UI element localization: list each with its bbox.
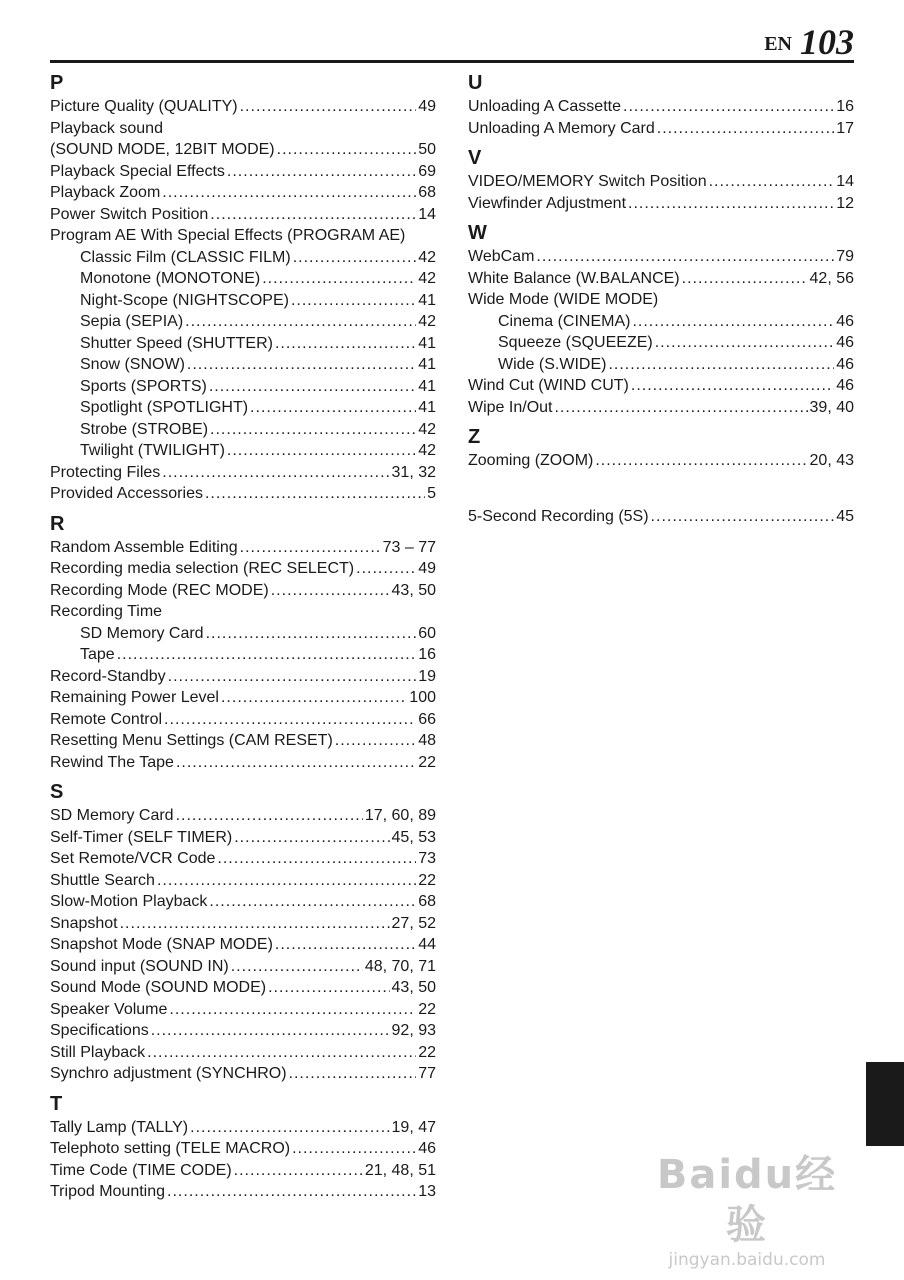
entry-label: White Balance (W.BALANCE) [468, 269, 680, 287]
dot-leader [190, 1117, 389, 1139]
entry-page: 92, 93 [391, 1022, 436, 1039]
index-entry [50, 999, 436, 1021]
entry-page: 73 – 77 [382, 538, 436, 556]
dot-leader [167, 1181, 416, 1203]
entry-label: Spotlight (SPOTLIGHT) [80, 399, 249, 416]
entry-label: Tally Lamp (TALLY) [50, 1118, 189, 1136]
entry-label: Picture Quality (QUALITY) [50, 98, 238, 115]
entry-label: Remaining Power Level [50, 689, 219, 706]
entry-label: Twilight (TWILIGHT) [80, 442, 225, 459]
watermark-url: jingyan.baidu.com [668, 1250, 826, 1270]
index-heading: Program AE With Special Effects (PROGRAM AE) [50, 227, 406, 244]
entry-label: WebCam [468, 248, 535, 265]
dot-leader [210, 419, 416, 441]
index-entry [50, 752, 436, 774]
index-section [468, 424, 854, 472]
entry-label: Still Playback [50, 1043, 146, 1061]
section-letter: P [50, 72, 64, 94]
index-entry [50, 483, 436, 505]
index-entry [50, 1181, 436, 1203]
dot-leader [632, 311, 834, 333]
page-header [50, 18, 854, 63]
dot-leader [231, 956, 363, 978]
dot-leader [168, 666, 417, 688]
entry-page: 22 [418, 1043, 436, 1061]
entry-label: Snapshot [50, 914, 118, 932]
index-entry [50, 913, 436, 935]
dot-leader [206, 623, 417, 645]
entry-page: 42 [418, 442, 436, 459]
entry-page: 44 [418, 936, 436, 953]
entry-page: 42 [418, 420, 436, 438]
index-entry [50, 397, 436, 419]
dot-leader [169, 999, 416, 1021]
entry-page: 77 [418, 1065, 436, 1082]
entry-page: 42, 56 [809, 269, 854, 287]
dot-leader [185, 311, 416, 333]
index-entry [50, 290, 436, 312]
entry-label: Shuttle Search [50, 871, 155, 889]
entry-page: 50 [418, 141, 436, 158]
entry-page: 41 [418, 334, 436, 352]
watermark-logo: Baidu经验 [656, 1152, 838, 1248]
dot-leader [240, 96, 417, 118]
entry-label: Shutter Speed (SHUTTER) [80, 334, 273, 352]
dot-leader [275, 934, 416, 956]
dot-leader [271, 580, 390, 602]
index-entry [50, 1117, 436, 1139]
entry-label: Synchro adjustment (SYNCHRO) [50, 1065, 287, 1082]
index-section [50, 511, 436, 774]
index-entry [50, 827, 436, 849]
dot-leader [289, 1063, 417, 1085]
language-label: EN [764, 33, 792, 55]
dot-leader [293, 247, 417, 269]
index-entry [50, 644, 436, 666]
dot-leader [210, 204, 416, 226]
index-entry [468, 171, 854, 193]
index-entry [50, 558, 436, 580]
index-entry [50, 1063, 436, 1085]
index-entry [50, 977, 436, 999]
index-entry [50, 870, 436, 892]
section-letter: W [468, 222, 487, 244]
dot-leader [291, 290, 416, 312]
dot-leader [623, 96, 834, 118]
index-entry [50, 1042, 436, 1064]
entry-page: 48 [418, 732, 436, 749]
dot-leader [554, 397, 807, 419]
section-letter: U [468, 72, 483, 94]
watermark [642, 1150, 852, 1270]
dot-leader [628, 193, 834, 215]
index-entry [50, 956, 436, 978]
entry-label: Playback Special Effects [50, 162, 225, 180]
entry-label: Sound Mode (SOUND MODE) [50, 979, 267, 996]
dot-leader [176, 752, 416, 774]
dot-leader [682, 268, 808, 290]
entry-label: Viewfinder Adjustment [468, 194, 627, 212]
dot-leader [657, 118, 834, 140]
entry-page: 41 [418, 291, 436, 309]
entry-page: 45 [836, 507, 854, 525]
dot-leader [221, 687, 407, 709]
entry-label: Classic Film (CLASSIC FILM) [80, 248, 291, 266]
index-entry [50, 1020, 436, 1042]
entry-page: 46 [836, 377, 854, 394]
index-entry [50, 462, 436, 484]
dot-leader [651, 506, 835, 528]
entry-label: Sound input (SOUND IN) [50, 957, 229, 975]
index-entry [50, 580, 436, 602]
entry-page: 22 [418, 1000, 436, 1018]
index-entry [50, 419, 436, 441]
dot-leader [187, 354, 416, 376]
entry-page: 68 [418, 184, 436, 201]
entry-label: Telephoto setting (TELE MACRO) [50, 1140, 291, 1157]
index-heading: Wide Mode (WIDE MODE) [468, 291, 659, 308]
index-entry [468, 246, 854, 268]
dot-leader [292, 1138, 416, 1160]
entry-page: 46 [418, 1140, 436, 1157]
index-section [468, 220, 854, 418]
entry-page: 22 [418, 871, 436, 889]
dot-leader [209, 891, 416, 913]
index-entry [50, 376, 436, 398]
index-entry [50, 537, 436, 559]
index-entry [468, 450, 854, 472]
index-entry [50, 848, 436, 870]
index-entry [50, 623, 436, 645]
dot-leader [205, 483, 425, 505]
entry-label: SD Memory Card [80, 624, 204, 642]
entry-page: 46 [836, 355, 854, 373]
entry-label: Night-Scope (NIGHTSCOPE) [80, 291, 289, 309]
entry-label: Resetting Menu Settings (CAM RESET) [50, 732, 333, 749]
dot-leader [147, 1042, 416, 1064]
entry-page: 39, 40 [809, 398, 854, 416]
index-column-left [50, 70, 436, 1209]
index-entry [50, 354, 436, 376]
dot-leader [608, 354, 834, 376]
entry-page: 42 [418, 248, 436, 266]
dot-leader [234, 827, 389, 849]
index-entry [50, 311, 436, 333]
dot-leader [631, 375, 834, 397]
entry-page: 17, 60, 89 [364, 807, 436, 824]
entry-page: 42 [418, 313, 436, 330]
dot-leader [262, 268, 416, 290]
dot-leader [234, 1160, 363, 1182]
dot-leader [275, 333, 416, 355]
entry-label: Wide (S.WIDE) [498, 355, 607, 373]
entry-page: 49 [418, 560, 436, 577]
entry-label: Random Assemble Editing [50, 538, 238, 556]
dot-leader [164, 709, 416, 731]
entry-page: 19 [418, 667, 436, 685]
dot-leader [227, 440, 416, 462]
index-entry [50, 161, 436, 183]
dot-leader [709, 171, 835, 193]
entry-page: 14 [418, 205, 436, 223]
section-spacer [468, 478, 854, 506]
entry-page: 16 [836, 98, 854, 115]
entry-label: Wind Cut (WIND CUT) [468, 377, 629, 394]
entry-label: Sports (SPORTS) [80, 377, 207, 395]
entry-page: 43, 50 [391, 581, 436, 599]
entry-page: 17 [836, 119, 854, 137]
entry-page: 100 [409, 689, 436, 706]
entry-label: Unloading A Memory Card [468, 119, 655, 137]
entry-label: Zooming (ZOOM) [468, 452, 594, 469]
dot-leader [120, 913, 390, 935]
index-entry [468, 118, 854, 140]
entry-label: Record-Standby [50, 667, 166, 685]
entry-page: 21, 48, 51 [364, 1161, 436, 1179]
entry-page: 79 [836, 248, 854, 265]
entry-page: 27, 52 [391, 914, 436, 932]
section-letter: Z [468, 426, 481, 448]
dot-leader [536, 246, 834, 268]
dot-leader [356, 558, 416, 580]
index-entry [50, 687, 436, 709]
index-entry [50, 666, 436, 688]
entry-label: Tripod Mounting [50, 1183, 166, 1200]
entry-page: 12 [836, 194, 854, 212]
section-letter: T [50, 1092, 63, 1115]
dot-leader [268, 977, 389, 999]
index-section [50, 1091, 436, 1203]
dot-leader [595, 450, 807, 472]
index-heading: Recording Time [50, 603, 163, 620]
dot-leader [151, 1020, 390, 1042]
dot-leader [162, 182, 416, 204]
dot-leader [277, 139, 417, 161]
entry-label: Recording Mode (REC MODE) [50, 581, 269, 599]
entry-label: Slow-Motion Playback [50, 893, 208, 910]
entry-label: Self-Timer (SELF TIMER) [50, 828, 233, 846]
index-section [468, 70, 854, 139]
index-entry [468, 311, 854, 333]
entry-page: 41 [418, 399, 436, 416]
entry-page: 5 [427, 485, 436, 502]
entry-page: 49 [418, 98, 436, 115]
dot-leader [117, 644, 417, 666]
index-entry [50, 96, 436, 118]
index-section [50, 779, 436, 1085]
index-entry [50, 247, 436, 269]
entry-page: 68 [418, 893, 436, 910]
entry-page: 60 [418, 624, 436, 642]
entry-page: 48, 70, 71 [364, 957, 436, 975]
entry-label: VIDEO/MEMORY Switch Position [468, 173, 707, 190]
section-letter: R [50, 512, 65, 535]
entry-label: Protecting Files [50, 463, 161, 481]
entry-label: Recording media selection (REC SELECT) [50, 560, 355, 577]
index-entry [50, 139, 436, 161]
entry-page: 41 [418, 377, 436, 395]
page-number: 103 [800, 22, 854, 62]
index-entry [468, 397, 854, 419]
entry-page: 31, 32 [391, 463, 436, 481]
dot-leader [250, 397, 416, 419]
dot-leader [162, 462, 389, 484]
entry-label: Remote Control [50, 710, 163, 728]
index-entry [468, 375, 854, 397]
thumb-index-tab [866, 1062, 904, 1146]
index-entry [50, 891, 436, 913]
dot-leader [157, 870, 416, 892]
index-entry [50, 730, 436, 752]
entry-label: Set Remote/VCR Code [50, 850, 216, 867]
entry-label: Time Code (TIME CODE) [50, 1161, 232, 1179]
index-entry [468, 268, 854, 290]
index-entry [50, 204, 436, 226]
dot-leader [227, 161, 416, 183]
section-letter: V [468, 147, 482, 169]
index-entry [50, 1138, 436, 1160]
entry-page: 69 [418, 162, 436, 180]
entry-label: Speaker Volume [50, 1000, 168, 1018]
entry-label: Playback Zoom [50, 184, 161, 201]
entry-label: Snow (SNOW) [80, 356, 185, 373]
entry-page: 41 [418, 356, 436, 373]
entry-page: 45, 53 [391, 828, 436, 846]
dot-leader [335, 730, 416, 752]
index-entry [50, 268, 436, 290]
entry-label: Cinema (CINEMA) [498, 312, 631, 330]
index-entry [50, 440, 436, 462]
entry-page: 19, 47 [391, 1118, 436, 1136]
index-entry [468, 332, 854, 354]
entry-page: 46 [836, 312, 854, 330]
index-heading: Playback sound [50, 119, 163, 137]
entry-page: 66 [418, 710, 436, 728]
entry-label: Strobe (STROBE) [80, 420, 209, 438]
entry-label: Power Switch Position [50, 205, 209, 223]
index-section [468, 478, 854, 528]
index-entry [50, 182, 436, 204]
index-section [50, 70, 436, 505]
index-entry [50, 709, 436, 731]
entry-label: SD Memory Card [50, 807, 174, 824]
entry-label: Unloading A Cassette [468, 98, 621, 115]
entry-label: Specifications [50, 1022, 149, 1039]
dot-leader [217, 848, 416, 870]
entry-label: Squeeze (SQUEEZE) [498, 334, 653, 351]
entry-label: Wipe In/Out [468, 398, 553, 416]
index-entry [468, 354, 854, 376]
entry-label: Snapshot Mode (SNAP MODE) [50, 936, 273, 953]
entry-label: Monotone (MONOTONE) [80, 270, 261, 287]
dot-leader [655, 332, 834, 354]
index-entry [50, 934, 436, 956]
index-entry [468, 96, 854, 118]
index-entry [468, 193, 854, 215]
entry-page: 20, 43 [809, 452, 854, 469]
entry-label: Provided Accessories [50, 485, 203, 502]
entry-page: 73 [418, 850, 436, 867]
entry-label: (SOUND MODE, 12BIT MODE) [50, 141, 275, 158]
dot-leader [209, 376, 416, 398]
index-entry [50, 1160, 436, 1182]
entry-page: 14 [836, 173, 854, 190]
section-letter: S [50, 781, 64, 803]
index-entry [468, 506, 854, 528]
entry-label: Sepia (SEPIA) [80, 313, 184, 330]
index-column-right [468, 70, 854, 533]
index-entry [50, 333, 436, 355]
entry-page: 46 [836, 334, 854, 351]
entry-page: 13 [418, 1183, 436, 1200]
dot-leader [240, 537, 381, 559]
entry-page: 42 [418, 270, 436, 287]
entry-label: 5-Second Recording (5S) [468, 507, 649, 525]
dot-leader [176, 805, 363, 827]
entry-page: 16 [418, 646, 436, 663]
entry-page: 22 [418, 753, 436, 771]
entry-label: Rewind The Tape [50, 753, 174, 771]
entry-label: Tape [80, 646, 115, 663]
entry-page: 43, 50 [391, 979, 436, 996]
index-section [468, 145, 854, 214]
index-entry [50, 805, 436, 827]
